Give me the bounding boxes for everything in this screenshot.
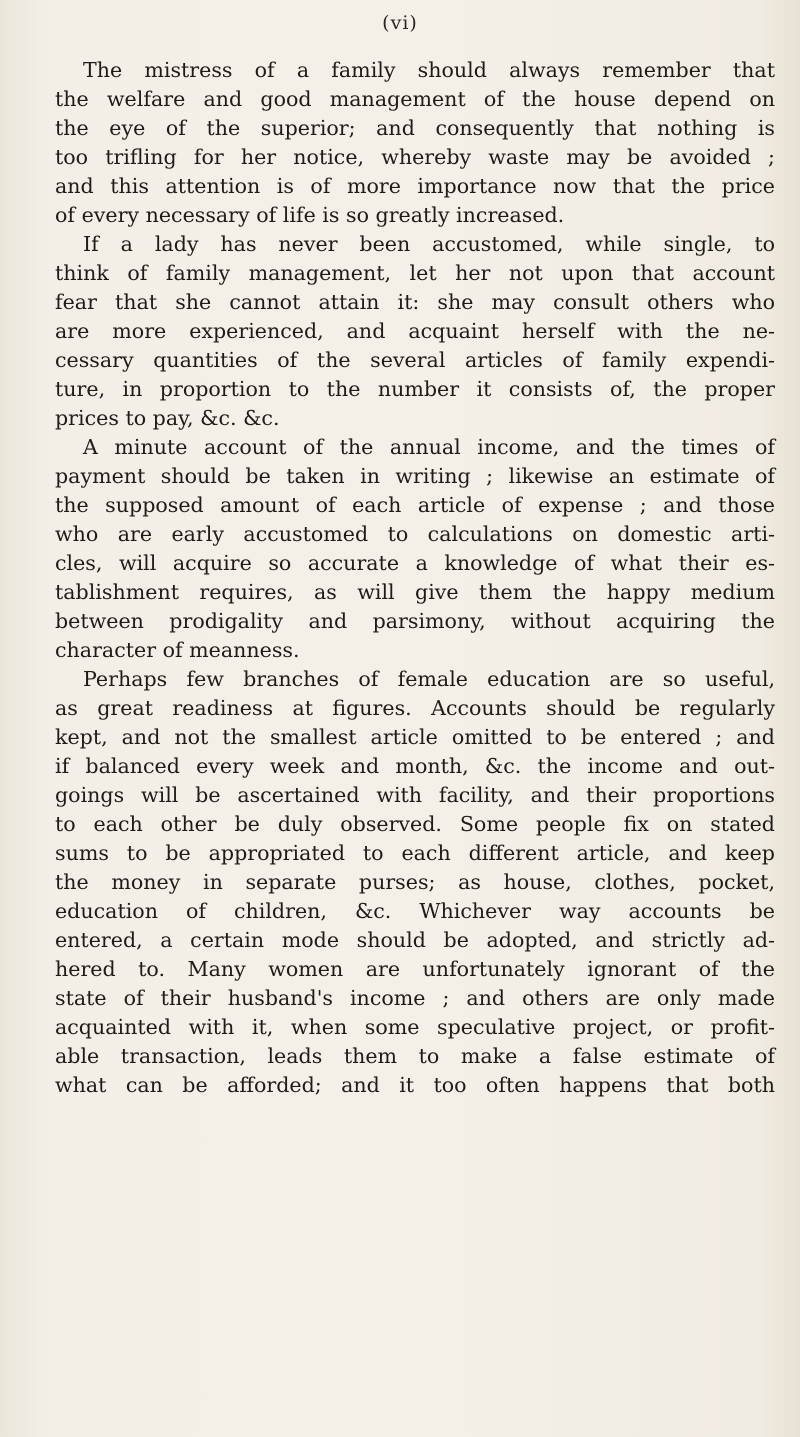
text-line: too trifling for her notice, whereby waste may be avoided ; xyxy=(55,145,775,169)
text-line: tablishment requires, as will give them the happy medium xyxy=(55,580,775,604)
text-line: who are early accustomed to calculations on domestic arti- xyxy=(55,522,775,546)
text-line: able transaction, leads them to make a false estimate of xyxy=(55,1044,775,1068)
text-line: cessary quantities of the several articles of family expendi- xyxy=(55,348,775,372)
text-line: A minute account of the annual income, and the times of xyxy=(83,435,775,459)
text-line: to each other be duly observed. Some people fix on stated xyxy=(55,812,775,836)
text-line: the eye of the superior; and consequently that nothing is xyxy=(55,116,775,140)
paragraph xyxy=(55,56,775,230)
text-line: prices to pay, &c. &c. xyxy=(55,406,280,430)
text-line: character of meanness. xyxy=(55,638,300,662)
text-line: cles, will acquire so accurate a knowledge of what their es- xyxy=(55,551,775,575)
text-line: if balanced every week and month, &c. the income and out- xyxy=(55,754,775,778)
text-line: the supposed amount of each article of expense ; and those xyxy=(55,493,775,517)
text-line: entered, a certain mode should be adopted, and strictly ad- xyxy=(55,928,775,952)
page-number: (vi) xyxy=(382,12,418,34)
text-line: kept, and not the smallest article omitted to be entered ; and xyxy=(55,725,775,749)
text-line: the welfare and good management of the house depend on xyxy=(55,87,775,111)
text-line: The mistress of a family should always remember that xyxy=(83,58,775,82)
text-line: Perhaps few branches of female education are so useful, xyxy=(83,667,775,691)
text-line: as great readiness at figures. Accounts should be regularly xyxy=(55,696,775,720)
body-text xyxy=(55,56,775,1100)
text-line: what can be afforded; and it too often happens that both xyxy=(55,1073,775,1097)
text-line: payment should be taken in writing ; likewise an estimate of xyxy=(55,464,775,488)
text-line: of every necessary of life is so greatly increased. xyxy=(55,203,565,227)
paragraph xyxy=(55,230,775,433)
text-line: are more experienced, and acquaint herself with the ne- xyxy=(55,319,775,343)
text-line: acquainted with it, when some speculative project, or profit- xyxy=(55,1015,775,1039)
text-line: education of children, &c. Whichever way accounts be xyxy=(55,899,775,923)
text-line: fear that she cannot attain it: she may consult others who xyxy=(55,290,775,314)
text-line: hered to. Many women are unfortunately ignorant of the xyxy=(55,957,775,981)
paragraph xyxy=(55,433,775,665)
text-line: goings will be ascertained with facility, and their proportions xyxy=(55,783,775,807)
paragraph xyxy=(55,665,775,1100)
text-line: the money in separate purses; as house, clothes, pocket, xyxy=(55,870,775,894)
text-line: think of family management, let her not upon that account xyxy=(55,261,775,285)
text-line: and this attention is of more importance now that the price xyxy=(55,174,775,198)
text-line: If a lady has never been accustomed, while single, to xyxy=(83,232,775,256)
text-line: sums to be appropriated to each different article, and keep xyxy=(55,841,775,865)
text-line: ture, in proportion to the number it consists of, the proper xyxy=(55,377,775,401)
text-line: state of their husband's income ; and others are only made xyxy=(55,986,775,1010)
text-line: between prodigality and parsimony, without acquiring the xyxy=(55,609,775,633)
